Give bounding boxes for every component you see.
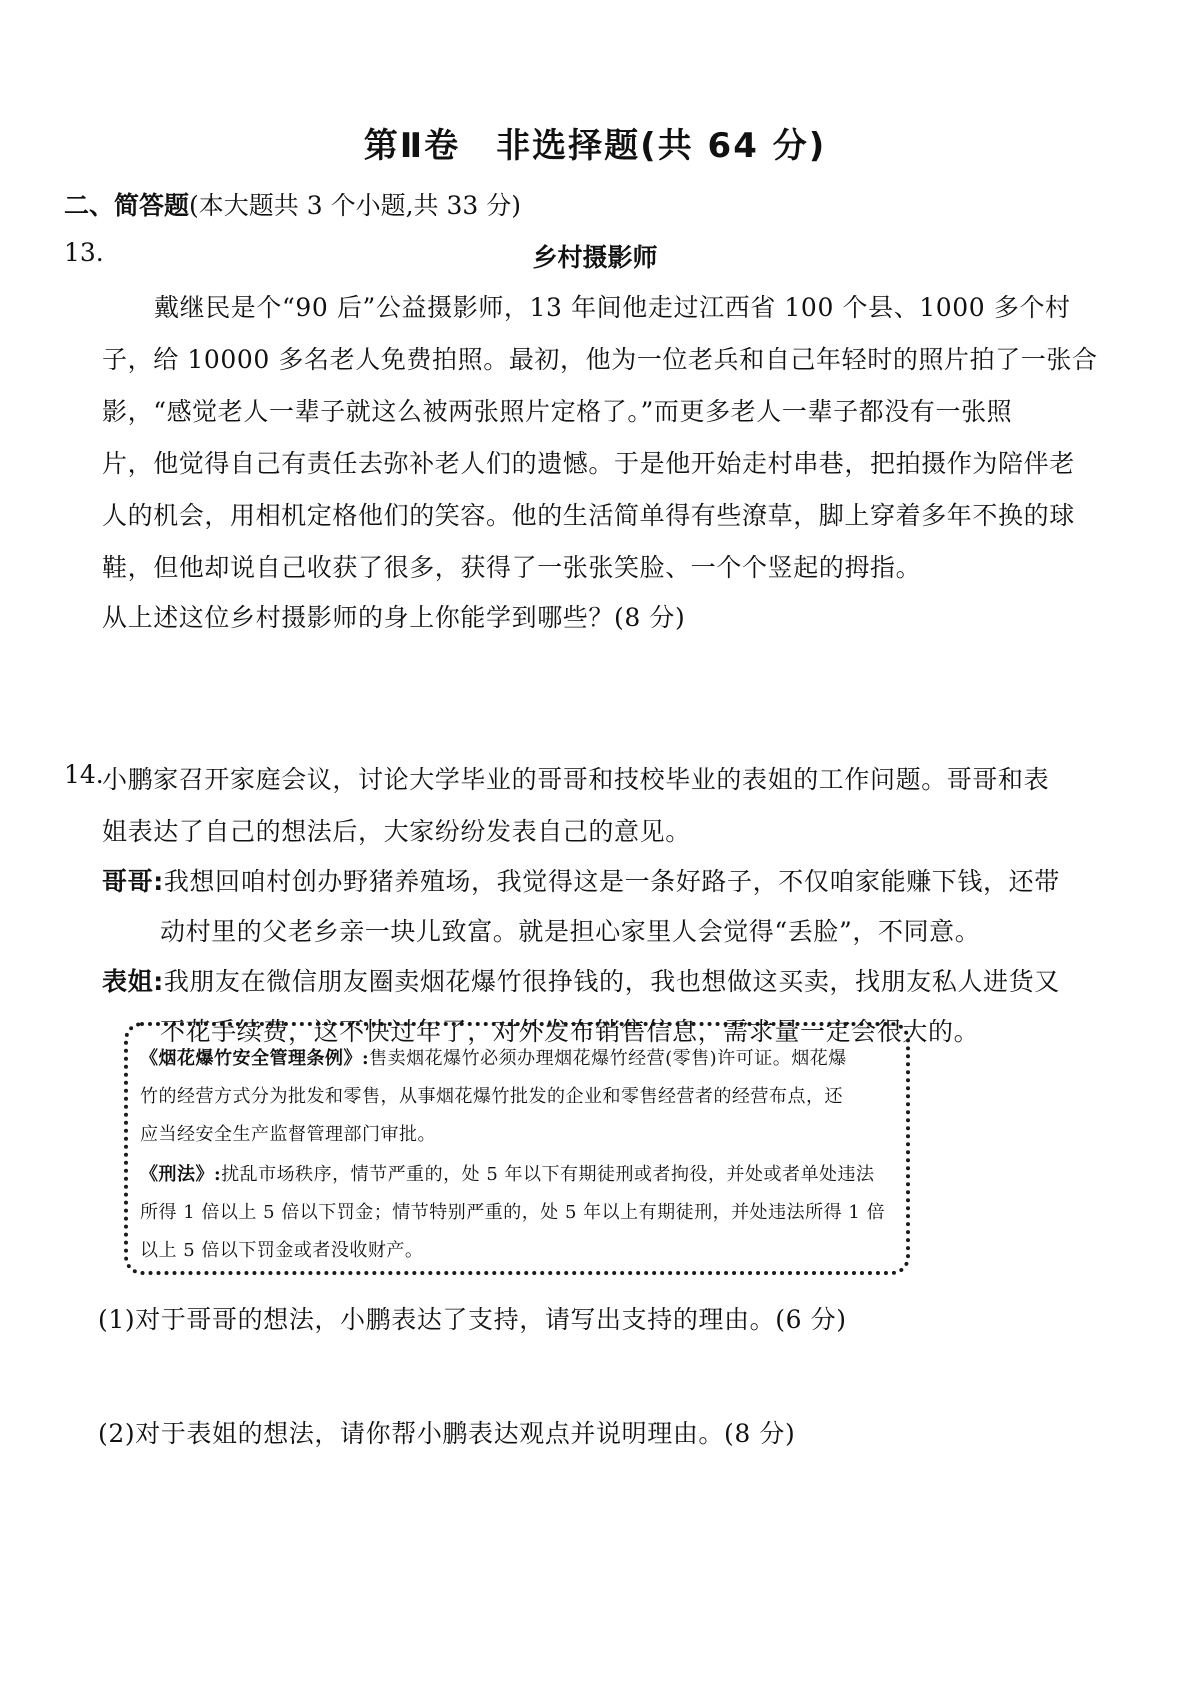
q13-passage-line-1: 戴继民是个“90 后”公益摄影师，13 年间他走过江西省 100 个县、1000 多个村 <box>154 293 1071 322</box>
brother-text-1: 我想回咱村创办野猪养殖场，我觉得这是一条好路子，不仅咱家能赚下钱，还带 <box>163 867 1060 896</box>
criminal-law-line-2: 所得 1 倍以上 5 倍以下罚金；情节特别严重的，处 5 年以上有期徒刑，并处违法所得 1 倍 <box>140 1202 886 1223</box>
criminal-law-line-1 <box>140 1160 875 1186</box>
cousin-statement-line-1 <box>102 962 1060 998</box>
regulation-text-1: 售卖烟花爆竹必须办理烟花爆竹经营(零售)许可证。烟花爆 <box>369 1048 847 1069</box>
q13-passage-line-5: 人的机会，用相机定格他们的笑容。他的生活简单得有些潦草，脚上穿着多年不换的球 <box>102 501 1075 530</box>
q14-intro-line-1: 小鹏家召开家庭会议，讨论大学毕业的哥哥和技校毕业的表姐的工作问题。哥哥和表 <box>102 765 1050 794</box>
q13-passage-line-2: 子，给 10000 多名老人免费拍照。最初，他为一位老兵和自己年轻时的照片拍了一张合 <box>102 345 1098 374</box>
question-13-number: 13. <box>64 238 104 267</box>
q13-passage-line-6: 鞋，但他却说自己收获了很多，获得了一张张笑脸、一个个竖起的拇指。 <box>102 553 922 582</box>
regulation-line-1 <box>140 1044 847 1070</box>
regulation-line-3: 应当经安全生产监督管理部门审批。 <box>140 1124 436 1145</box>
brother-statement-line-2: 动村里的父老乡亲一块儿致富。就是担心家里人会觉得“丢脸”，不同意。 <box>160 917 981 946</box>
criminal-law-name: 《刑法》: <box>140 1164 222 1185</box>
cousin-speaker: 表姐: <box>102 967 164 996</box>
part-title: 第Ⅱ卷 非选择题(共 64 分) <box>363 126 827 166</box>
brother-statement-line-1 <box>102 862 1060 898</box>
cousin-statement-line-2: 不花手续费，这不快过年了，对外发布销售信息，需求量一定会很大的。 <box>160 1017 980 1046</box>
q14-intro-line-2: 姐表达了自己的想法后，大家纷纷发表自己的意见。 <box>102 817 691 846</box>
section-heading <box>64 186 521 222</box>
q13-passage-line-4: 片，他觉得自己有责任去弥补老人们的遗憾。于是他开始走村串巷，把拍摄作为陪伴老 <box>102 449 1075 478</box>
q14-subquestion-2: (2)对于表姐的想法，请你帮小鹏表达观点并说明理由。(8 分) <box>98 1419 796 1448</box>
criminal-law-line-3: 以上 5 倍以下罚金或者没收财产。 <box>140 1240 424 1261</box>
q13-passage-line-3: 影，“感觉老人一辈子就这么被两张照片定格了。”而更多老人一辈子都没有一张照 <box>102 397 1013 426</box>
question-13-title: 乡村摄影师 <box>532 243 658 272</box>
regulation-name: 《烟花爆竹安全管理条例》: <box>140 1048 370 1069</box>
cousin-text-1: 我朋友在微信朋友圈卖烟花爆竹很挣钱的，我也想做这买卖，找朋友私人进货又 <box>163 967 1060 996</box>
section-note: (本大题共 3 个小题,共 33 分) <box>189 191 521 220</box>
q13-question: 从上述这位乡村摄影师的身上你能学到哪些？(8 分) <box>102 603 686 632</box>
criminal-law-text-1: 扰乱市场秩序，情节严重的，处 5 年以下有期徒刑或者拘役，并处或者单处违法 <box>221 1164 875 1185</box>
section-label: 二、简答题 <box>64 191 190 220</box>
question-14-number: 14. <box>64 760 104 789</box>
q14-subquestion-1: (1)对于哥哥的想法，小鹏表达了支持，请写出支持的理由。(6 分) <box>98 1305 847 1334</box>
regulation-line-2: 竹的经营方式分为批发和零售，从事烟花爆竹批发的企业和零售经营者的经营布点，还 <box>140 1086 843 1107</box>
brother-speaker: 哥哥: <box>102 867 164 896</box>
